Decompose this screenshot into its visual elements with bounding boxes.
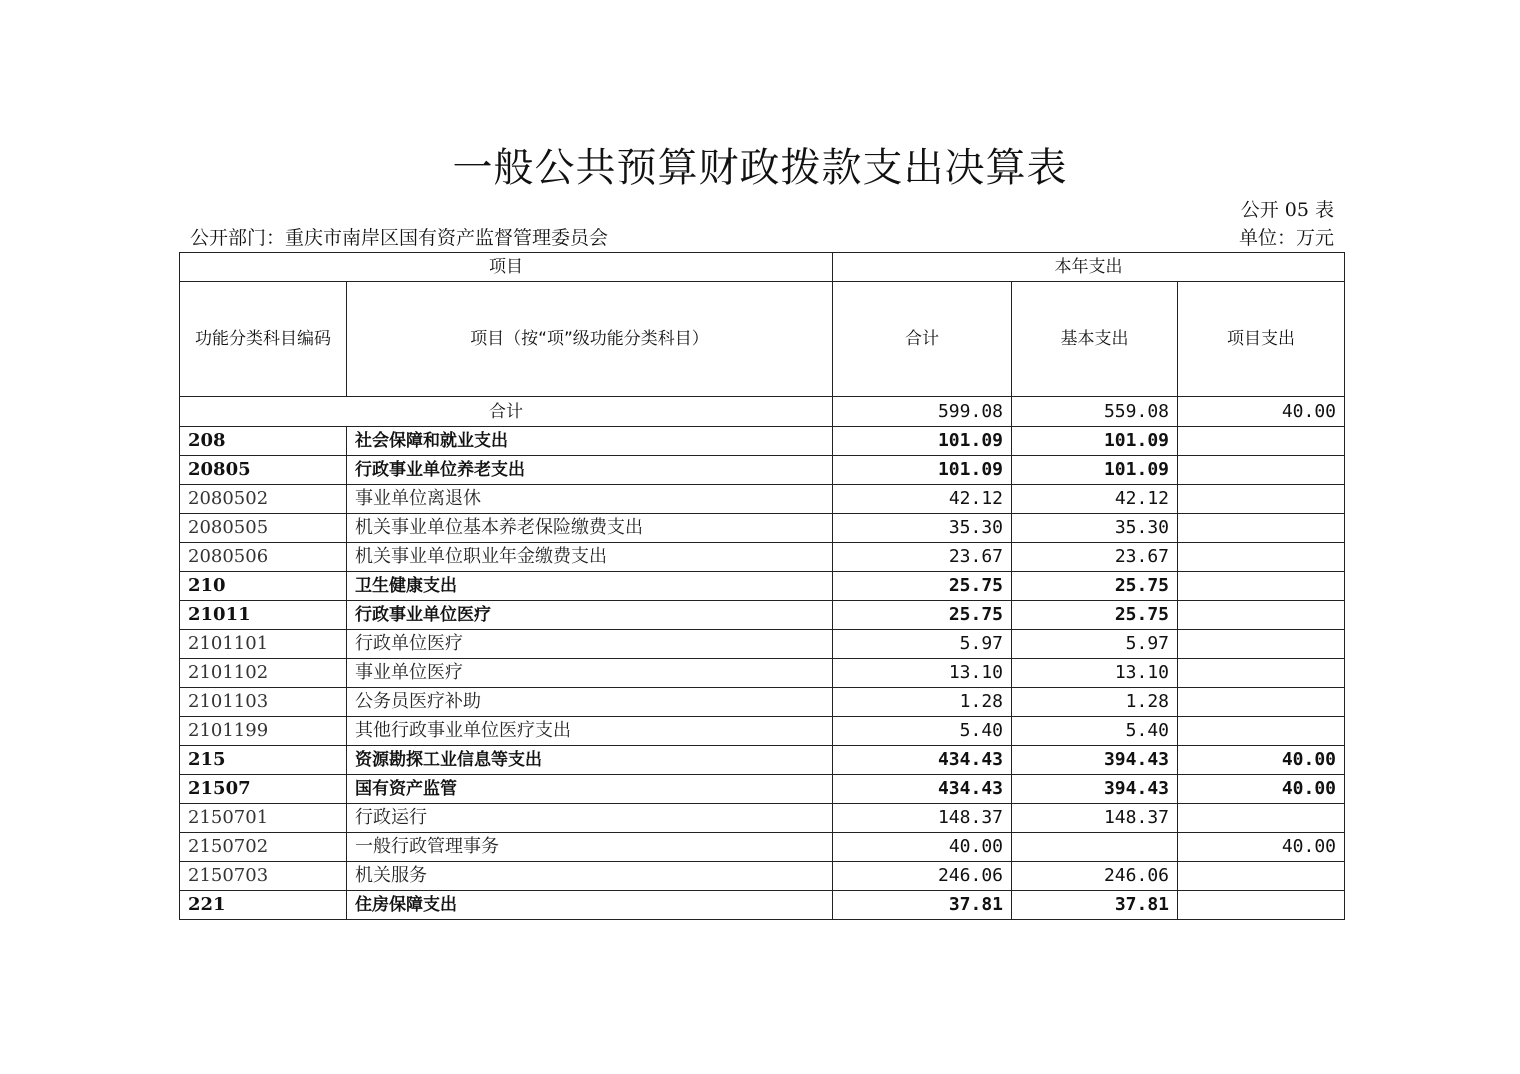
row-project: 40.00 [1178, 833, 1345, 862]
row-code: 208 [180, 427, 347, 456]
row-code: 2150703 [180, 862, 347, 891]
page-title: 一般公共预算财政拨款支出决算表 [452, 145, 1068, 191]
header-row-top [180, 253, 1345, 282]
header-name: 项目（按“项”级功能分类科目） [347, 282, 833, 397]
row-basic: 23.67 [1012, 543, 1178, 572]
row-total: 246.06 [833, 862, 1012, 891]
row-project: 40.00 [1178, 746, 1345, 775]
row-basic: 394.43 [1012, 746, 1178, 775]
row-total: 148.37 [833, 804, 1012, 833]
table-row [180, 833, 1345, 862]
row-code: 215 [180, 746, 347, 775]
row-code: 2150701 [180, 804, 347, 833]
row-name: 机关服务 [347, 862, 833, 891]
row-project: 40.00 [1178, 775, 1345, 804]
table-row [180, 659, 1345, 688]
row-name: 一般行政管理事务 [347, 833, 833, 862]
table-row [180, 514, 1345, 543]
table-row [180, 543, 1345, 572]
row-name: 国有资产监管 [347, 775, 833, 804]
row-code: 2080506 [180, 543, 347, 572]
table-row [180, 456, 1345, 485]
row-name: 事业单位离退休 [347, 485, 833, 514]
header-total: 合计 [833, 282, 1012, 397]
row-total: 40.00 [833, 833, 1012, 862]
row-basic: 246.06 [1012, 862, 1178, 891]
table-row [180, 427, 1345, 456]
row-project [1178, 862, 1345, 891]
total-project: 40.00 [1178, 397, 1345, 427]
total-sum: 599.08 [833, 397, 1012, 427]
row-project [1178, 485, 1345, 514]
row-code: 210 [180, 572, 347, 601]
row-name: 卫生健康支出 [347, 572, 833, 601]
row-basic: 101.09 [1012, 427, 1178, 456]
row-total: 13.10 [833, 659, 1012, 688]
row-code: 2080502 [180, 485, 347, 514]
row-total: 25.75 [833, 572, 1012, 601]
table-row [180, 601, 1345, 630]
row-project [1178, 572, 1345, 601]
row-basic: 37.81 [1012, 891, 1178, 920]
row-project [1178, 891, 1345, 920]
row-name: 机关事业单位职业年金缴费支出 [347, 543, 833, 572]
row-code: 2150702 [180, 833, 347, 862]
table-row [180, 775, 1345, 804]
table-row [180, 630, 1345, 659]
table-row [180, 688, 1345, 717]
row-code: 2101101 [180, 630, 347, 659]
row-name: 其他行政事业单位医疗支出 [347, 717, 833, 746]
row-code: 2101102 [180, 659, 347, 688]
table-body [180, 427, 1345, 920]
header-row-columns [180, 282, 1345, 397]
row-basic: 42.12 [1012, 485, 1178, 514]
row-total: 35.30 [833, 514, 1012, 543]
header-project-expense: 项目支出 [1178, 282, 1345, 397]
table-row [180, 891, 1345, 920]
row-code: 2080505 [180, 514, 347, 543]
total-row [180, 397, 1345, 427]
row-total: 101.09 [833, 456, 1012, 485]
row-project [1178, 717, 1345, 746]
row-name: 行政单位医疗 [347, 630, 833, 659]
row-name: 公务员医疗补助 [347, 688, 833, 717]
total-basic: 559.08 [1012, 397, 1178, 427]
row-name: 事业单位医疗 [347, 659, 833, 688]
budget-table [179, 252, 1345, 920]
table-row [180, 746, 1345, 775]
row-total: 42.12 [833, 485, 1012, 514]
row-total: 37.81 [833, 891, 1012, 920]
row-total: 5.97 [833, 630, 1012, 659]
row-basic: 101.09 [1012, 456, 1178, 485]
row-project [1178, 659, 1345, 688]
table-row [180, 485, 1345, 514]
row-code: 2101103 [180, 688, 347, 717]
row-name: 资源勘探工业信息等支出 [347, 746, 833, 775]
row-total: 101.09 [833, 427, 1012, 456]
header-project: 项目 [180, 253, 833, 282]
row-basic: 13.10 [1012, 659, 1178, 688]
row-name: 行政运行 [347, 804, 833, 833]
row-name: 住房保障支出 [347, 891, 833, 920]
table-number: 公开 05 表 [1240, 199, 1334, 221]
row-total: 434.43 [833, 746, 1012, 775]
row-total: 25.75 [833, 601, 1012, 630]
row-project [1178, 456, 1345, 485]
row-project [1178, 543, 1345, 572]
row-name: 社会保障和就业支出 [347, 427, 833, 456]
row-total: 1.28 [833, 688, 1012, 717]
table-row [180, 717, 1345, 746]
row-project [1178, 427, 1345, 456]
row-name: 行政事业单位养老支出 [347, 456, 833, 485]
row-basic: 35.30 [1012, 514, 1178, 543]
department-label: 公开部门：重庆市南岸区国有资产监督管理委员会 [190, 227, 609, 249]
row-name: 行政事业单位医疗 [347, 601, 833, 630]
row-code: 2101199 [180, 717, 347, 746]
row-project [1178, 804, 1345, 833]
row-project [1178, 514, 1345, 543]
table-row [180, 572, 1345, 601]
row-total: 434.43 [833, 775, 1012, 804]
row-basic: 394.43 [1012, 775, 1178, 804]
row-total: 23.67 [833, 543, 1012, 572]
header-code: 功能分类科目编码 [180, 282, 347, 397]
row-basic: 5.40 [1012, 717, 1178, 746]
row-project [1178, 601, 1345, 630]
unit-label: 单位：万元 [1238, 227, 1334, 249]
table-row [180, 804, 1345, 833]
row-name: 机关事业单位基本养老保险缴费支出 [347, 514, 833, 543]
row-project [1178, 688, 1345, 717]
table-row [180, 862, 1345, 891]
row-project [1178, 630, 1345, 659]
total-label: 合计 [180, 397, 833, 427]
row-basic: 5.97 [1012, 630, 1178, 659]
header-current-year: 本年支出 [833, 253, 1345, 282]
row-code: 20805 [180, 456, 347, 485]
row-basic [1012, 833, 1178, 862]
row-code: 221 [180, 891, 347, 920]
row-code: 21011 [180, 601, 347, 630]
row-basic: 25.75 [1012, 572, 1178, 601]
row-total: 5.40 [833, 717, 1012, 746]
row-basic: 1.28 [1012, 688, 1178, 717]
row-code: 21507 [180, 775, 347, 804]
header-basic: 基本支出 [1012, 282, 1178, 397]
row-basic: 25.75 [1012, 601, 1178, 630]
row-basic: 148.37 [1012, 804, 1178, 833]
